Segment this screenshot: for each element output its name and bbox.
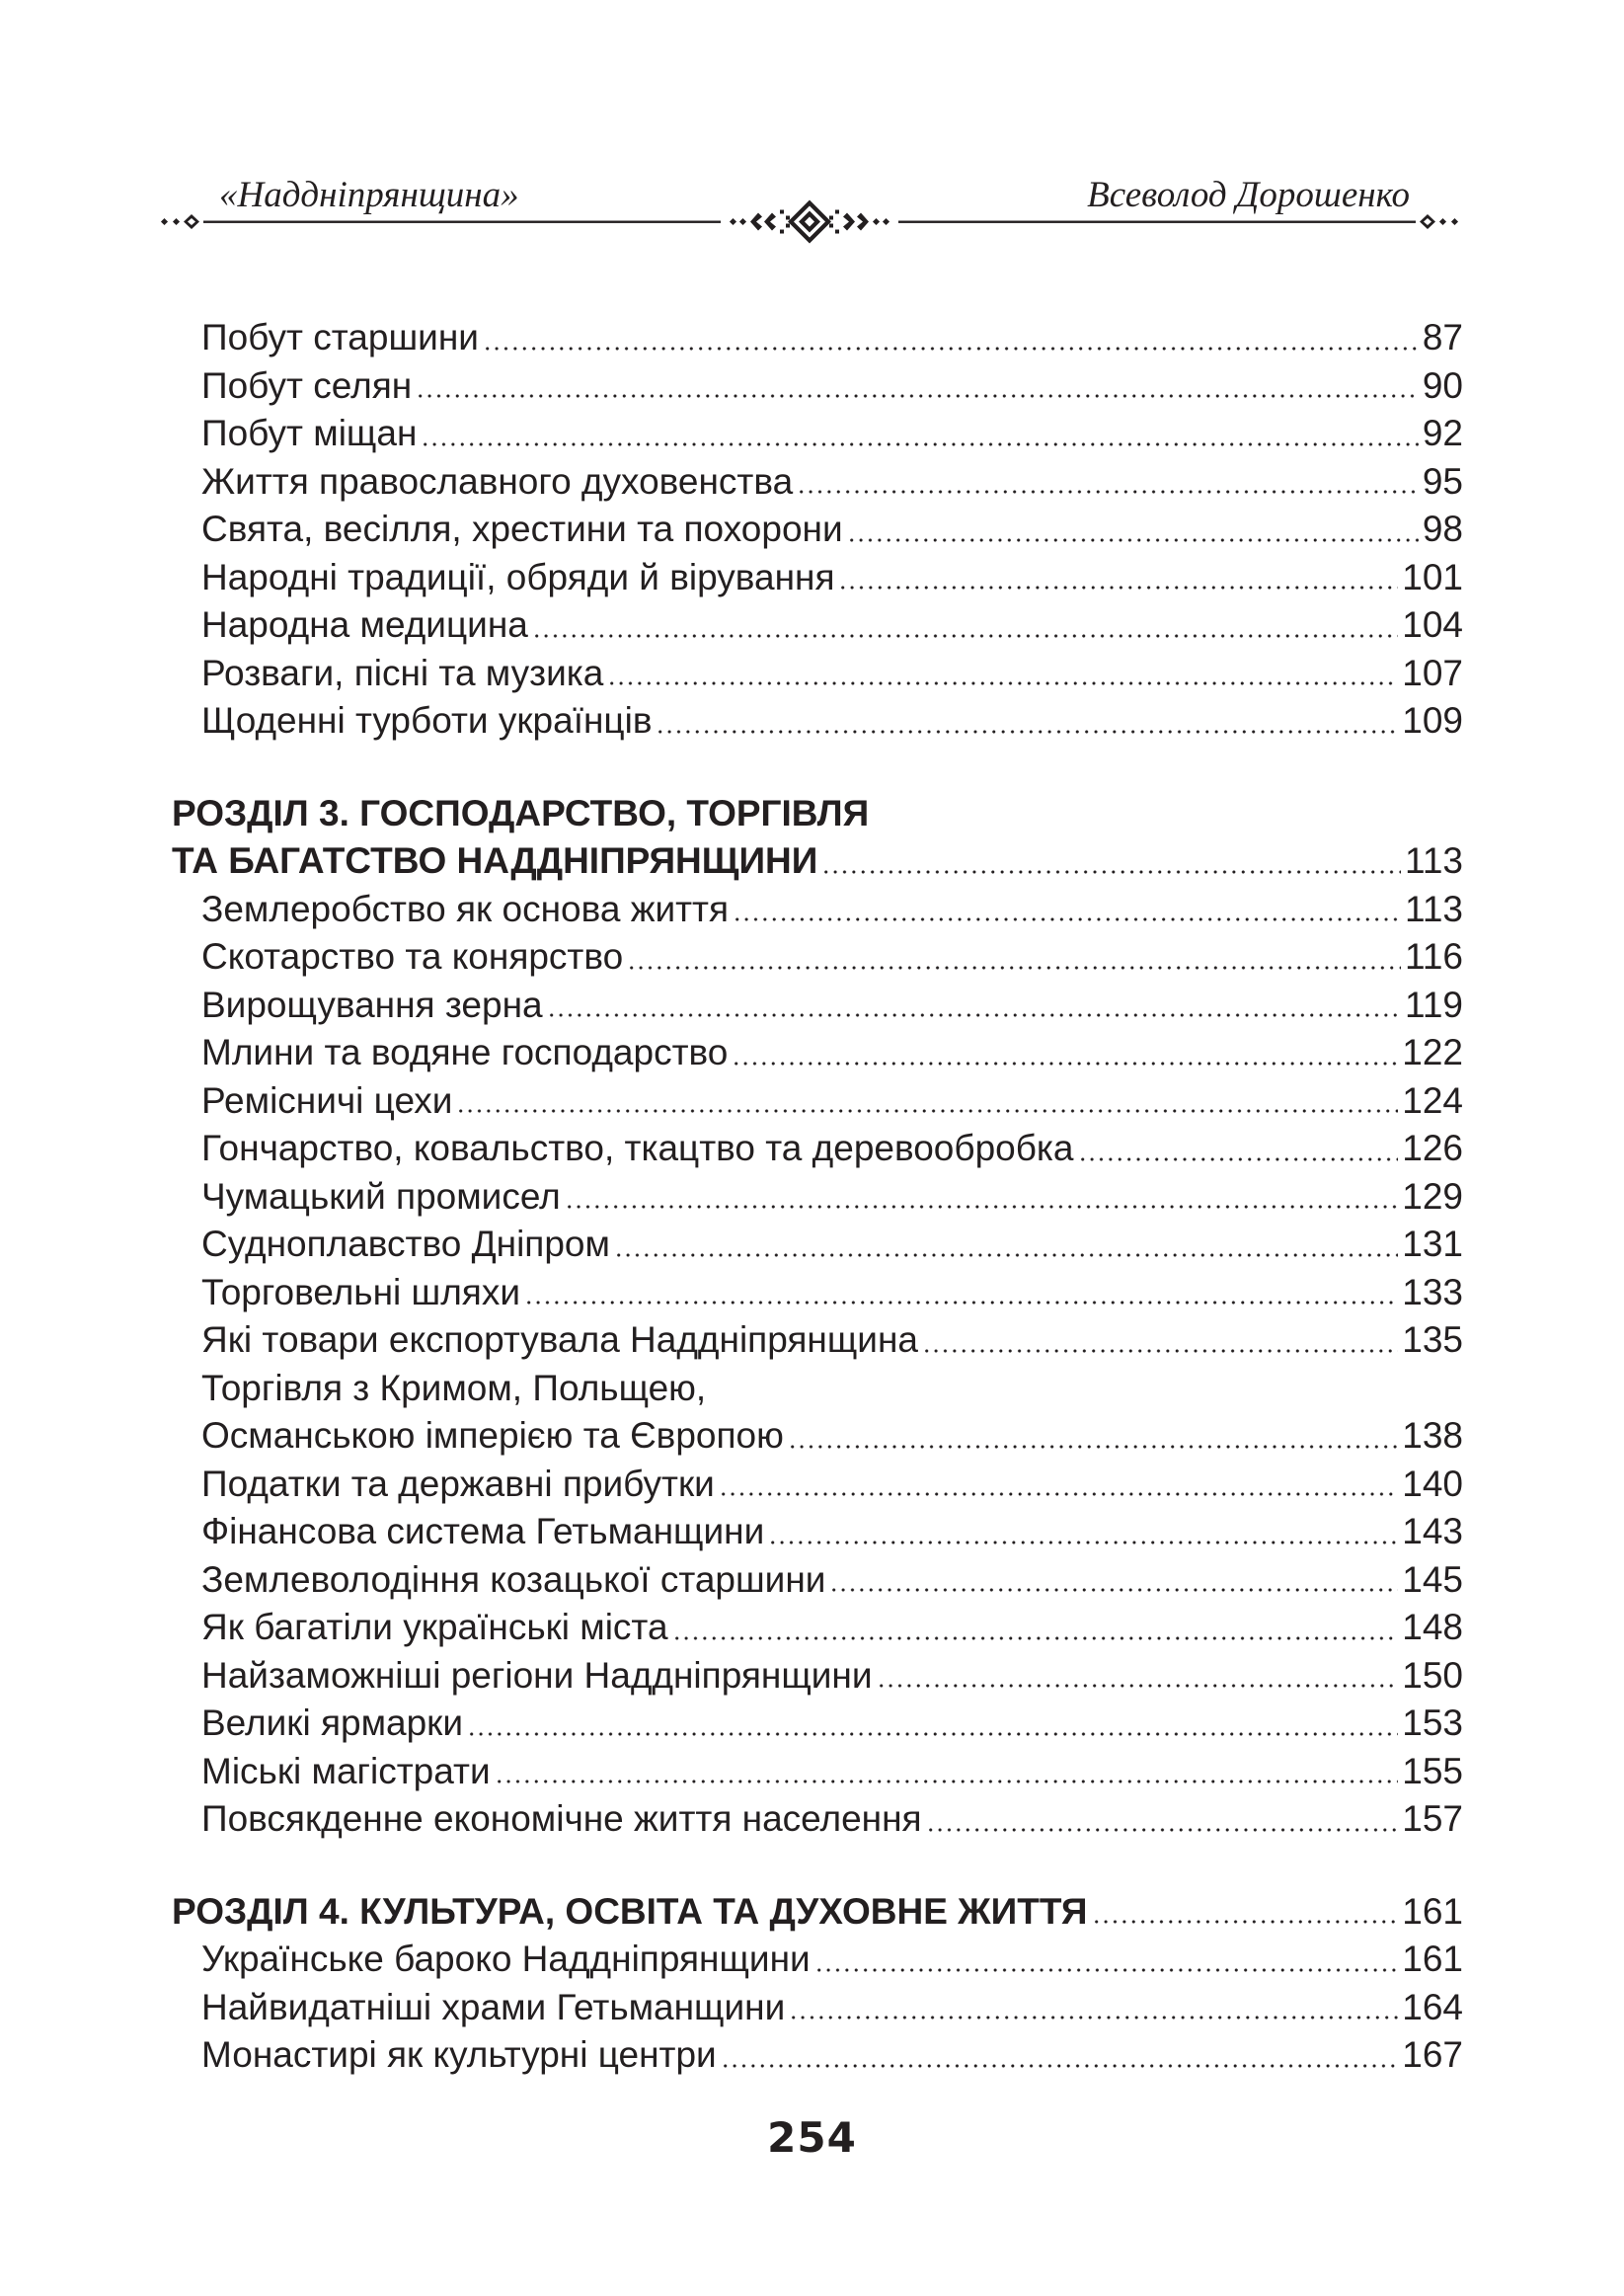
dot-leader — [829, 1587, 1398, 1593]
toc-entry-page: 138 — [1402, 1415, 1463, 1456]
chapter-heading-line[interactable] — [172, 837, 1463, 886]
toc-entry-page: 143 — [1402, 1511, 1463, 1551]
toc-entry-page: 155 — [1402, 1750, 1463, 1791]
dot-leader — [1078, 1156, 1399, 1162]
dot-leader — [656, 729, 1398, 735]
header-book-title: «Наддніпрянщина» — [219, 175, 519, 215]
toc-entry[interactable] — [172, 1412, 1463, 1461]
dot-leader — [421, 441, 1418, 447]
dot-leader — [614, 1252, 1398, 1258]
toc-entry-title: Розваги, пісні та музика — [201, 652, 604, 693]
toc-entry-page: 148 — [1402, 1607, 1463, 1647]
chapter-3-title-line-1: РОЗДІЛ 3. ГОСПОДАРСТВО, ТОРГІВЛЯ — [172, 792, 870, 833]
toc-entry-page: 153 — [1402, 1702, 1463, 1743]
dot-leader — [672, 1635, 1399, 1641]
toc-entry[interactable] — [172, 1029, 1463, 1077]
toc-entry-page: 140 — [1402, 1463, 1463, 1504]
toc-entry-page: 126 — [1402, 1128, 1463, 1168]
toc-entry-page: 92 — [1422, 413, 1463, 453]
dot-leader — [821, 869, 1401, 875]
toc-entry[interactable] — [172, 1700, 1463, 1748]
toc-entry[interactable] — [172, 933, 1463, 982]
toc-entry-title: Фінансова система Гетьманщини — [201, 1511, 765, 1551]
dot-leader — [607, 680, 1398, 686]
toc-entry[interactable] — [172, 601, 1463, 650]
toc-entry[interactable] — [172, 1365, 1463, 1413]
toc-entry-page: 135 — [1402, 1319, 1463, 1360]
dot-leader — [797, 489, 1419, 495]
toc-entry[interactable] — [172, 1984, 1463, 2032]
dot-leader — [565, 1204, 1398, 1210]
dot-leader — [922, 1348, 1398, 1354]
toc-entry-title: Як багатіли українські міста — [201, 1607, 668, 1647]
page-number: 254 — [767, 2113, 857, 2162]
toc-entry-page: 164 — [1402, 1986, 1463, 2027]
toc-entry[interactable] — [172, 1508, 1463, 1556]
toc-entry[interactable] — [172, 1652, 1463, 1701]
toc-entry[interactable] — [172, 1221, 1463, 1269]
toc-entry-title: Найвидатніші храми Гетьманщини — [201, 1986, 786, 2027]
toc-entry[interactable] — [172, 982, 1463, 1030]
toc-entry-title: Які товари експортувала Наддніпрянщина — [201, 1319, 918, 1360]
toc-entry[interactable] — [172, 1556, 1463, 1605]
toc-entry[interactable] — [172, 314, 1463, 362]
dot-leader — [524, 1300, 1398, 1306]
toc-entry[interactable] — [172, 506, 1463, 554]
toc-entry[interactable] — [172, 886, 1463, 934]
dot-leader — [547, 1012, 1401, 1018]
chapter-4-title: РОЗДІЛ 4. КУЛЬТУРА, ОСВІТА ТА ДУХОВНЕ ЖИТТЯ — [172, 1890, 1088, 1932]
toc-entry[interactable] — [172, 554, 1463, 602]
toc-entry-page: 150 — [1402, 1654, 1463, 1696]
toc-entry-title-line-1: Торгівля з Кримом, Польщею, — [201, 1367, 707, 1408]
toc-entry-title: Монастирі як культурні центри — [201, 2034, 717, 2075]
toc-entry-title: Землеробство як основа життя — [201, 888, 730, 929]
dot-leader — [721, 2063, 1399, 2069]
toc-entry-title: Життя православного духовенства — [201, 460, 794, 502]
dot-leader — [838, 585, 1398, 591]
toc-entry[interactable] — [172, 1795, 1463, 1844]
toc-entry-page: 95 — [1422, 460, 1463, 502]
section-gap — [172, 1844, 1463, 1888]
dot-leader — [788, 1444, 1398, 1450]
toc-entry[interactable] — [172, 1604, 1463, 1652]
toc-entry-page: 90 — [1422, 364, 1463, 406]
toc-entry-page: 109 — [1402, 700, 1463, 741]
toc-entry-page: 98 — [1422, 509, 1463, 549]
toc-entry-page: 161 — [1402, 1939, 1463, 1979]
toc-entry[interactable] — [172, 2031, 1463, 2080]
chapter-heading-line[interactable] — [172, 1888, 1463, 1937]
toc-entry-title: Свята, весілля, хрестини та похорони — [201, 509, 843, 549]
toc-entry-page: 122 — [1402, 1032, 1463, 1072]
toc-entry-title-line-2: Османською імперією та Європою — [201, 1415, 784, 1456]
dot-leader — [814, 1967, 1399, 1973]
toc-entry[interactable] — [172, 1936, 1463, 1984]
dot-leader — [532, 633, 1398, 639]
toc-entry[interactable] — [172, 1077, 1463, 1126]
dot-leader — [732, 1061, 1398, 1067]
toc-entry-title: Повсякденне економічне життя населення — [201, 1798, 922, 1839]
toc-entry[interactable] — [172, 458, 1463, 507]
toc-entry-page: 107 — [1402, 652, 1463, 693]
toc-entry-page: 101 — [1402, 556, 1463, 597]
toc-entry-title: Торговельні шляхи — [201, 1271, 520, 1312]
toc-entry-page: 167 — [1402, 2034, 1463, 2075]
dot-leader — [467, 1731, 1398, 1737]
toc-entry[interactable] — [172, 362, 1463, 411]
toc-entry-title: Ремісничі цехи — [201, 1079, 453, 1121]
chapter-3-page: 113 — [1405, 840, 1463, 881]
dot-leader — [495, 1779, 1399, 1784]
toc-entry-title: Щоденні турботи українців — [201, 700, 653, 741]
toc-entry-page: 116 — [1405, 936, 1463, 977]
toc-entry[interactable] — [172, 1125, 1463, 1173]
toc-entry[interactable] — [172, 1173, 1463, 1222]
toc-entry[interactable] — [172, 697, 1463, 746]
header-author: Всеволод Дорошенко — [1087, 175, 1410, 215]
table-of-contents — [172, 314, 1463, 2080]
toc-entry-page: 145 — [1402, 1558, 1463, 1600]
toc-entry-title: Скотарство та конярство — [201, 936, 624, 977]
toc-entry-page: 157 — [1402, 1798, 1463, 1839]
dot-leader — [733, 916, 1401, 922]
toc-entry-title: Українське бароко Наддніпрянщини — [201, 1939, 811, 1979]
dot-leader — [877, 1683, 1399, 1689]
toc-entry-title: Народні традиції, обряди й вірування — [201, 556, 835, 597]
toc-entry[interactable] — [172, 1461, 1463, 1509]
section-gap — [172, 746, 1463, 790]
dot-leader — [789, 2015, 1398, 2020]
toc-entry[interactable] — [172, 410, 1463, 458]
chapter-4-page: 161 — [1402, 1890, 1463, 1932]
dot-leader — [926, 1827, 1399, 1833]
dot-leader — [483, 346, 1419, 352]
toc-entry-page: 119 — [1405, 984, 1463, 1025]
header-ornament-icon — [158, 198, 1461, 247]
toc-entry[interactable] — [172, 1269, 1463, 1317]
dot-leader — [719, 1491, 1398, 1497]
toc-entry-title: Млини та водяне господарство — [201, 1032, 729, 1072]
toc-entry-title: Побут старшини — [201, 317, 479, 357]
toc-entry-title: Гончарство, ковальство, ткацтво та деревообробка — [201, 1128, 1074, 1168]
toc-entry[interactable] — [172, 1748, 1463, 1796]
toc-entry-title: Народна медицина — [201, 604, 528, 645]
toc-entry[interactable] — [172, 1316, 1463, 1365]
toc-entry-title: Побут селян — [201, 364, 413, 406]
toc-entry[interactable] — [172, 650, 1463, 698]
toc-entry-page: 87 — [1422, 317, 1463, 357]
toc-entry-title: Найзаможніші регіони Наддніпрянщини — [201, 1654, 873, 1696]
toc-entry-page: 133 — [1402, 1271, 1463, 1312]
dot-leader — [1092, 1919, 1399, 1925]
chapter-3-title-line-2: ТА БАГАТСТВО НАДДНІПРЯНЩИНИ — [172, 840, 818, 881]
toc-entry-title: Побут міщан — [201, 413, 418, 453]
toc-entry-title: Великі ярмарки — [201, 1702, 464, 1743]
chapter-heading-line[interactable] — [172, 790, 1463, 838]
toc-entry-title: Чумацький промисел — [201, 1175, 561, 1217]
dot-leader — [456, 1108, 1398, 1114]
running-header — [158, 158, 1461, 247]
toc-entry-title: Міські магістрати — [201, 1750, 491, 1791]
toc-entry-page: 129 — [1402, 1175, 1463, 1217]
dot-leader — [627, 965, 1401, 971]
toc-entry-title: Вирощування зерна — [201, 984, 543, 1025]
toc-entry-title: Судноплавство Дніпром — [201, 1224, 610, 1264]
toc-entry-page: 131 — [1402, 1224, 1463, 1264]
toc-entry-page: 104 — [1402, 604, 1463, 645]
toc-entry-title: Землеволодіння козацької старшини — [201, 1558, 826, 1600]
dot-leader — [416, 393, 1419, 399]
dot-leader — [768, 1540, 1398, 1545]
toc-entry-title: Податки та державні прибутки — [201, 1463, 715, 1504]
toc-entry-page: 124 — [1402, 1079, 1463, 1121]
toc-entry-page: 113 — [1405, 888, 1463, 929]
dot-leader — [847, 537, 1419, 543]
